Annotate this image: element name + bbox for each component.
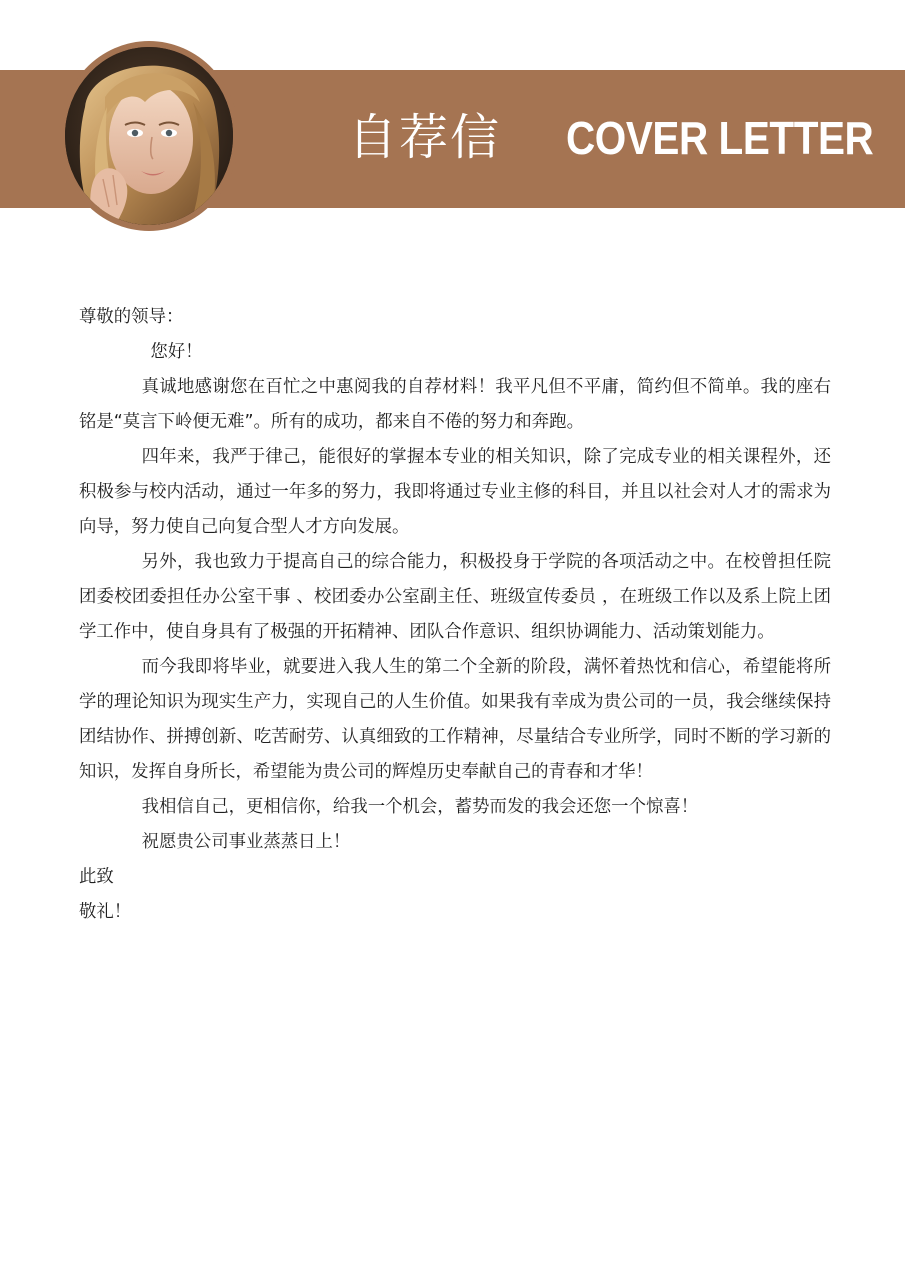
letter-body (79, 300, 831, 930)
closing-line-1: 此致 (79, 867, 114, 887)
paragraph-2: 四年来，我严于律己，能很好的掌握本专业的相关知识，除了完成专业的相关课程外，还积极参与校内活动，通过一年多的努力，我即将通过专业主修的科目，并且以社会对人才的需求为向导，努力使自己向复合型人才方向发展。 (79, 447, 831, 537)
salutation: 尊敬的领导： (79, 307, 184, 327)
title-english: COVER LETTER (566, 112, 874, 164)
paragraph-3: 另外，我也致力于提高自己的综合能力，积极投身于学院的各项活动之中。在校曾担任院团委校团委担任办公室干事 、校团委办公室副主任、班级宣传委员 ，在班级工作以及系上院上团学工作中，使自身具有了极强的开拓精神、团队合作意识、组织协调能力、活动策划能力。 (79, 552, 831, 642)
paragraph-1: 真诚地感谢您在百忙之中惠阅我的自荐材料！我平凡但不平庸，简约但不简单。我的座右铭是“莫言下岭便无难”。所有的成功，都来自不倦的努力和奔跑。 (79, 377, 831, 432)
title-chinese: 自荐信 (348, 109, 502, 166)
confidence-line: 我相信自己，更相信你，给我一个机会，蓄势而发的我会还您一个惊喜！ (141, 797, 699, 817)
paragraph-4: 而今我即将毕业，就要进入我人生的第二个全新的阶段，满怀着热忱和信心，希望能将所学的理论知识为现实生产力，实现自己的人生价值。如果我有幸成为贵公司的一员，我会继续保持团结协作、拼搏创新、吃苦耐劳、认真细致的工作精神，尽量结合专业所学，同时不断的学习新的知识，发挥自身所长，希望能为贵公司的辉煌历史奉献自己的青春和才华！ (79, 657, 831, 782)
wish-line: 祝愿贵公司事业蒸蒸日上！ (141, 832, 351, 852)
portrait-photo (65, 47, 233, 225)
avatar-frame (59, 41, 239, 231)
avatar (65, 47, 233, 225)
greeting: 您好！ (150, 342, 203, 362)
closing-line-2: 敬礼！ (79, 902, 132, 922)
